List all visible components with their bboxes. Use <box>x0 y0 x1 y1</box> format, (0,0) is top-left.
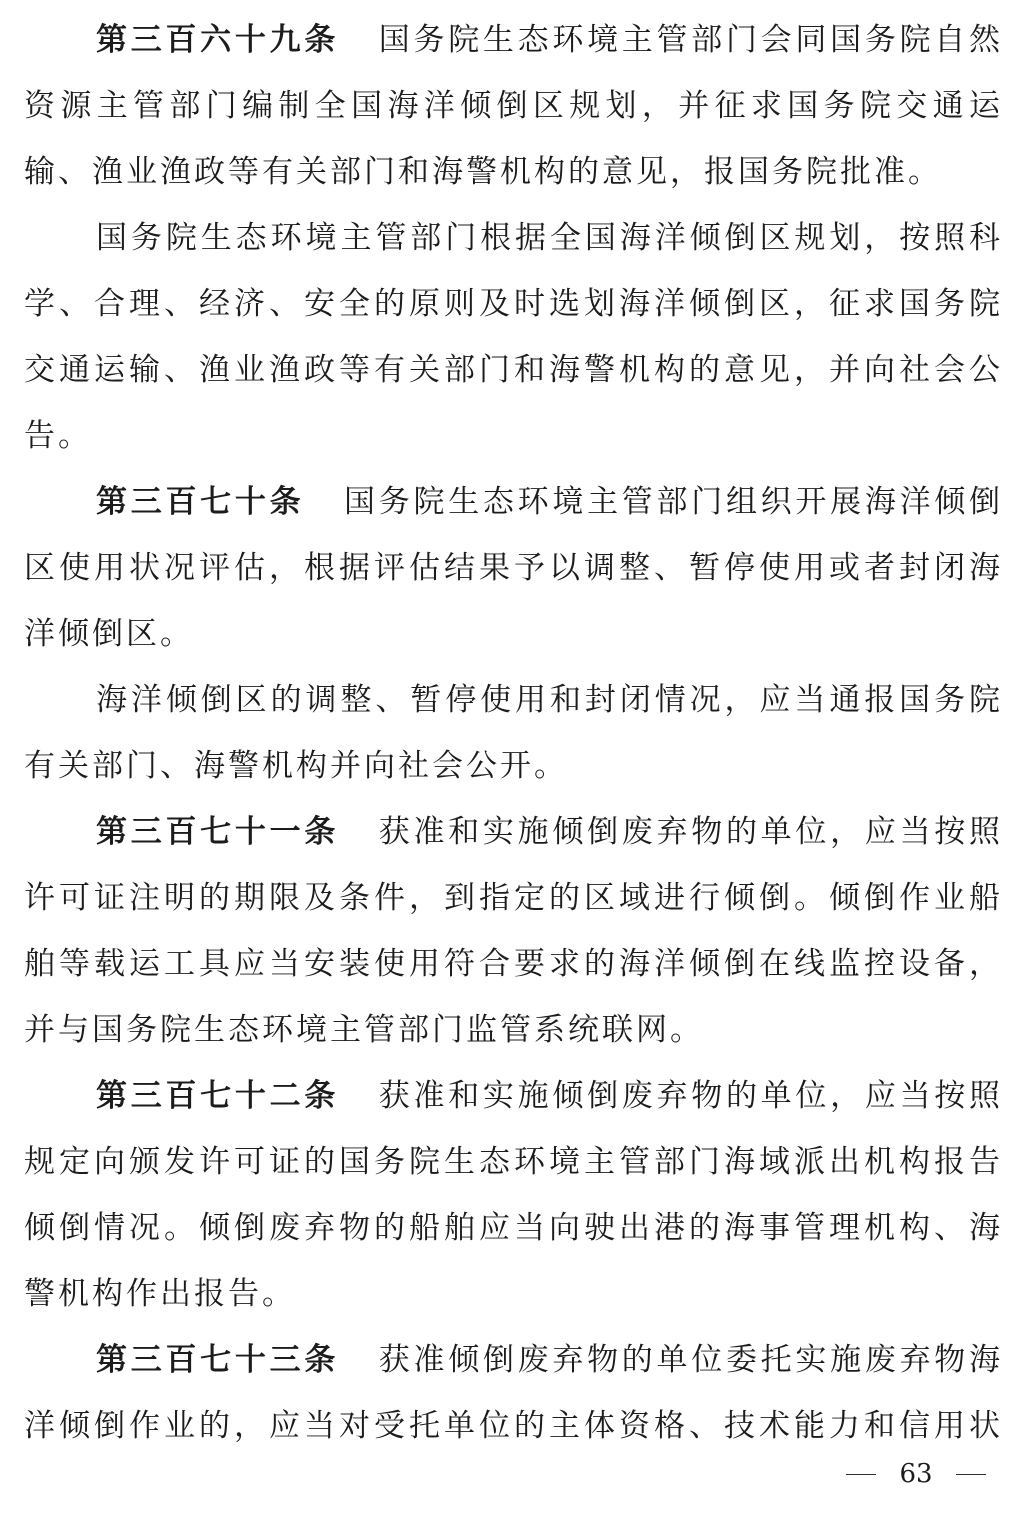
article-372-line-1 <box>96 1074 1000 1118</box>
article-372-line-3: 倾倒情况。倾倒废弃物的船舶应当向驶出港的海事管理机构、海 <box>24 1210 1000 1246</box>
article-373-heading: 第三百七十三条 <box>96 1342 340 1378</box>
article-372-heading: 第三百七十二条 <box>96 1078 340 1114</box>
article-369-para-2-line-2: 学、合理、经济、安全的原则及时选划海洋倾倒区，征求国务院 <box>24 286 1000 322</box>
page-footer <box>846 1454 986 1494</box>
article-371-text: 获准和实施倾倒废弃物的单位，应当按照 <box>375 814 1001 850</box>
article-373-line-1 <box>96 1338 1000 1382</box>
article-370-para-2-line-1: 海洋倾倒区的调整、暂停使用和封闭情况，应当通报国务院 <box>96 682 1000 718</box>
article-370-text: 国务院生态环境主管部门组织开展海洋倾倒 <box>340 484 1001 520</box>
article-369-line-1 <box>96 18 1000 62</box>
article-371-line-1 <box>96 810 1000 854</box>
article-371-line-2: 许可证注明的期限及条件，到指定的区域进行倾倒。倾倒作业船 <box>24 880 1000 916</box>
article-372-line-4: 警机构作出报告。 <box>24 1276 296 1312</box>
article-372-line-2: 规定向颁发许可证的国务院生态环境主管部门海域派出机构报告 <box>24 1144 1000 1180</box>
article-373-text: 获准倾倒废弃物的单位委托实施废弃物海 <box>375 1342 1001 1378</box>
article-370-line-2: 区使用状况评估，根据评估结果予以调整、暂停使用或者封闭海 <box>24 550 1000 586</box>
page-number: 63 <box>899 1459 933 1489</box>
right-dash <box>956 1474 986 1475</box>
article-369-para-2-line-3: 交通运输、渔业渔政等有关部门和海警机构的意见，并向社会公 <box>24 352 1000 388</box>
left-dash <box>846 1474 876 1475</box>
article-372-text: 获准和实施倾倒废弃物的单位，应当按照 <box>375 1078 1001 1114</box>
article-369-para-2-line-1: 国务院生态环境主管部门根据全国海洋倾倒区规划，按照科 <box>96 220 1000 256</box>
article-371-heading: 第三百七十一条 <box>96 814 340 850</box>
article-370-heading: 第三百七十条 <box>96 484 305 520</box>
article-370-line-3: 洋倾倒区。 <box>24 616 194 652</box>
article-370-line-1 <box>96 480 1000 524</box>
article-369-heading: 第三百六十九条 <box>96 22 340 58</box>
article-369-line-3: 输、渔业渔政等有关部门和海警机构的意见，报国务院批准。 <box>24 154 942 190</box>
article-369-line-2: 资源主管部门编制全国海洋倾倒区规划，并征求国务院交通运 <box>24 88 1000 124</box>
article-371-line-4: 并与国务院生态环境主管部门监管系统联网。 <box>24 1012 704 1048</box>
article-370-para-2-line-2: 有关部门、海警机构并向社会公开。 <box>24 748 568 784</box>
article-373-line-2: 洋倾倒作业的，应当对受托单位的主体资格、技术能力和信用状 <box>24 1408 1000 1444</box>
article-369-text: 国务院生态环境主管部门会同国务院自然 <box>375 22 1001 58</box>
article-369-para-2-line-4: 告。 <box>24 418 92 454</box>
article-371-line-3: 舶等载运工具应当安装使用符合要求的海洋倾倒在线监控设备， <box>24 946 1000 982</box>
